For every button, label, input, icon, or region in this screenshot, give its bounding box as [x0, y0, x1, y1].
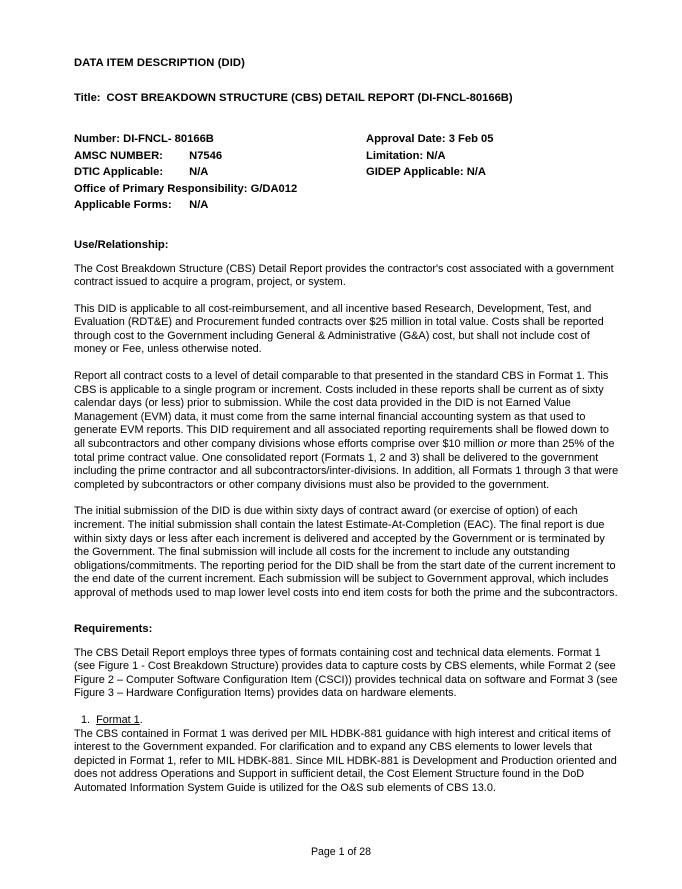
metadata-label: Office of Primary Responsibility:	[74, 182, 248, 195]
metadata-row	[74, 131, 620, 148]
metadata-row	[74, 164, 620, 181]
metadata-block	[74, 131, 620, 214]
section-heading-use-relationship: Use/Relationship:	[74, 238, 169, 251]
requirements-item-1-heading	[74, 714, 620, 728]
document-body	[74, 56, 620, 796]
metadata-right-gidep-applicable	[366, 164, 486, 181]
metadata-right-limitation	[366, 148, 446, 165]
metadata-left-applicable-forms	[74, 197, 208, 214]
metadata-label: GIDEP Applicable:	[366, 166, 464, 178]
metadata-value: G/DA012	[250, 182, 298, 195]
use-relationship-paragraph-2: This DID is applicable to all cost-reimbursement, and all incentive based Research, Development, Test, and Evaluation (RDT&E) and Procurement funded contracts over $25 million in total value. Costs shall be reported through cost to the Government including General & Administrative (G&A) cost, but shall not include cost of money or Fee, unless otherwise noted.	[74, 302, 604, 356]
metadata-label: DTIC Applicable:	[74, 166, 164, 178]
item-title: Format 1	[96, 713, 140, 726]
metadata-left-dtic-applicable	[74, 164, 208, 181]
item-number: 1.	[81, 713, 91, 726]
section-heading-requirements: Requirements:	[74, 622, 153, 635]
use-relationship-paragraph-1: The Cost Breakdown Structure (CBS) Detail Report provides the contractor's cost associated with a government contract issued to acquire a program, project, or system.	[74, 262, 614, 289]
item-title-suffix: .	[139, 713, 143, 726]
spacer	[74, 230, 620, 238]
metadata-left-office-primary-responsibility	[74, 181, 297, 198]
metadata-value: N/A	[426, 149, 446, 162]
paragraph-3-text-part-2: more than 25% of the total prime contract value. One consolidated report (Formats 1, 2 and 3) shall be delivered to the government including the prime contractor and all subcontractors/inter-divisions. In addition, all Formats 1 through 3 that were completed by subcontractors or other company divisions must also be provided to the government.	[74, 438, 619, 491]
title-label: Title:	[74, 92, 101, 104]
document-title-line	[74, 91, 620, 105]
metadata-value: N7546	[189, 149, 223, 162]
paragraph-3-text-part-1: Report all contract costs to a level of detail comparable to that presented in the standard CBS in Format 1. This CBS is applicable to a single program or increment. Costs included in these reports shall be current as of sixty calendar days (or less) prior to submission. While the cost data provided in the DID is not Earned Value Management (EVM) data, it must come from the same internal financial accounting system as that used to generate EVM reports. This DID requirement and all associated reporting requirements shall be flowed down to all subcontractors and other company divisions whose efforts comprise over $10 million	[74, 370, 609, 451]
document-heading: DATA ITEM DESCRIPTION (DID)	[74, 57, 245, 69]
requirements-item-1-body: The CBS contained in Format 1 was derived per MIL HDBK-881 guidance with high interest and critical items of interest to the Government expanded. For clarification and to expand any CBS elements to lower levels that depicted in Format 1, refer to MIL HDBK-881. Since MIL HDBK-881 is Development and Production oriented and does not address Operations and Support in sufficient detail, the Cost Element Structure found in the DoD Automated Information System Guide is utilized for the O&S sub elements of CBS 13.0.	[74, 727, 617, 794]
paragraph-3-emphasis: or	[497, 438, 508, 451]
metadata-label: Approval Date:	[366, 133, 446, 145]
title-text: COST BREAKDOWN STRUCTURE (CBS) DETAIL REPORT (DI-FNCL-80166B)	[106, 92, 513, 104]
metadata-left-amsc-number	[74, 148, 222, 165]
metadata-right-approval-date	[366, 131, 493, 148]
metadata-row	[74, 197, 620, 214]
page-number-label: Page 1 of 28	[310, 846, 372, 858]
metadata-value: DI-FNCL- 80166B	[123, 133, 214, 145]
metadata-label: AMSC NUMBER:	[74, 149, 163, 162]
metadata-value: N/A	[189, 166, 209, 178]
requirements-paragraph-1: The CBS Detail Report employs three types of formats containing cost and technical data elements. Format 1 (see Figure 1 - Cost Breakdown Structure) provides data to capture costs by CBS elements, while Format 2 (see Figure 2 – Computer Software Configuration Item (CSCI)) provides technical data on software and Format 3 (see Figure 3 – Hardware Configuration Items) provides data on hardware elements.	[74, 646, 618, 700]
metadata-label: Applicable Forms:	[74, 199, 172, 211]
metadata-label: Number:	[74, 133, 120, 145]
use-relationship-paragraph-4: The initial submission of the DID is due within sixty days of contract award (or exercise of option) of each increment. The initial submission shall contain the latest Estimate-At-Completion (EAC). The final report is due within sixty days or less after each increment is delivered and accepted by the Government or is terminated by the Government. The final submission will include all costs for the increment to include any outstanding obligations/commitments. The reporting period for the DID shall be from the start date of the current increment to the end date of the current increment. Each submission will be subject to Government approval, which includes approval of methods used to map lower level costs into end item costs for both the prime and the subcontractors.	[74, 505, 618, 599]
metadata-left-number	[74, 131, 214, 148]
page-footer	[0, 845, 682, 859]
spacer	[74, 614, 620, 622]
metadata-value: N/A	[189, 199, 209, 211]
metadata-row	[74, 148, 620, 165]
use-relationship-paragraph-3	[74, 370, 620, 492]
metadata-value: 3 Feb 05	[448, 133, 494, 145]
metadata-label: Limitation:	[366, 149, 424, 162]
metadata-value: N/A	[466, 166, 486, 178]
metadata-row	[74, 181, 620, 198]
